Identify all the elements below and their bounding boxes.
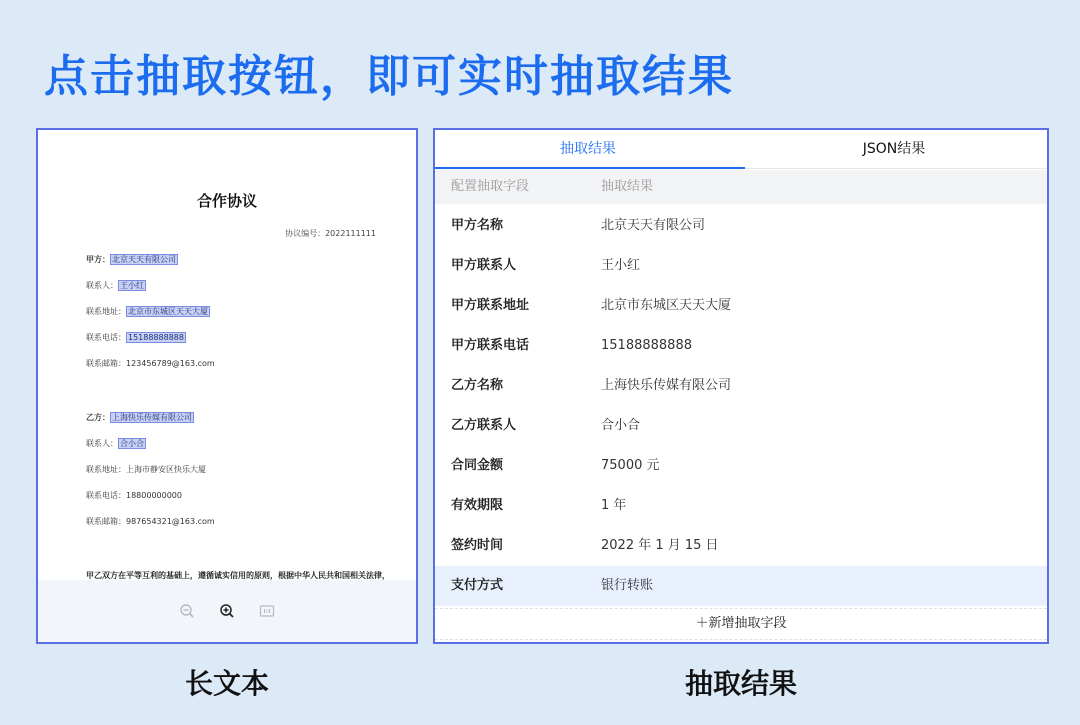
fit-page-icon[interactable] bbox=[258, 602, 276, 620]
result-row[interactable] bbox=[435, 206, 1047, 246]
highlighted-value: 北京市东城区天天大厦 bbox=[128, 307, 208, 316]
document-line bbox=[86, 516, 215, 527]
add-field-button[interactable]: ＋新增抽取字段 bbox=[435, 608, 1047, 640]
result-field-name: 有效期限 bbox=[451, 498, 504, 513]
result-field-value: 银行转账 bbox=[601, 578, 654, 593]
document-line bbox=[86, 332, 186, 343]
document-page bbox=[38, 130, 416, 582]
document-preview-panel bbox=[36, 128, 418, 644]
document-line-value: 987654321@163.com bbox=[126, 517, 215, 526]
result-row[interactable] bbox=[435, 286, 1047, 326]
highlighted-value: 北京天天有限公司 bbox=[112, 255, 176, 264]
tab-extract-result[interactable]: 抽取结果 bbox=[560, 141, 616, 157]
document-line bbox=[86, 412, 194, 423]
highlighted-value: 15188888888 bbox=[128, 333, 184, 342]
header-field: 配置抽取字段 bbox=[451, 179, 530, 194]
document-line bbox=[86, 306, 210, 317]
caption-extraction-result: 抽取结果 bbox=[684, 667, 797, 700]
result-row[interactable] bbox=[435, 566, 1047, 606]
document-line bbox=[86, 358, 215, 369]
document-line bbox=[86, 464, 206, 475]
result-field-value: 2022 年 1 月 15 日 bbox=[601, 538, 719, 553]
extraction-result-panel bbox=[433, 128, 1049, 644]
result-row[interactable] bbox=[435, 406, 1047, 446]
document-line-label: 联系地址： bbox=[86, 465, 126, 474]
result-field-name: 合同金额 bbox=[451, 458, 504, 473]
zoom-in-icon[interactable] bbox=[218, 602, 236, 620]
document-line-label: 联系邮箱： bbox=[86, 517, 126, 526]
result-field-name: 支付方式 bbox=[451, 578, 504, 593]
document-line bbox=[86, 490, 182, 501]
result-field-name: 甲方联系人 bbox=[451, 258, 517, 273]
result-field-name: 签约时间 bbox=[451, 538, 504, 553]
document-line-value: 123456789@163.com bbox=[126, 359, 215, 368]
tab-json-result[interactable]: JSON结果 bbox=[862, 141, 926, 157]
result-row[interactable] bbox=[435, 446, 1047, 486]
document-line-value: 上海市静安区快乐大厦 bbox=[126, 465, 206, 474]
document-line-label: 联系邮箱： bbox=[86, 359, 126, 368]
result-row[interactable] bbox=[435, 326, 1047, 366]
document-line-label: 联系电话： bbox=[86, 491, 126, 500]
document-line-label: 联系电话： bbox=[86, 333, 126, 342]
result-field-name: 甲方联系地址 bbox=[451, 298, 530, 313]
result-field-value: 上海快乐传媒有限公司 bbox=[601, 378, 732, 393]
result-field-value: 1 年 bbox=[601, 498, 627, 513]
header-result: 抽取结果 bbox=[601, 179, 654, 194]
result-field-value: 北京市东城区天天大厦 bbox=[601, 298, 732, 313]
document-paragraph: 甲乙双方在平等互利的基础上，遵循诚实信用的原则，根据中华人民共和国相关法律， bbox=[86, 571, 390, 580]
result-row[interactable] bbox=[435, 246, 1047, 286]
document-line-label: 乙方： bbox=[86, 413, 110, 422]
document-line-label: 联系人： bbox=[86, 439, 118, 448]
result-field-name: 乙方联系人 bbox=[451, 418, 517, 433]
document-number: 协议编号：2022111111 bbox=[285, 229, 376, 238]
document-line bbox=[86, 280, 146, 291]
highlighted-value: 王小红 bbox=[120, 281, 144, 290]
highlighted-value: 上海快乐传媒有限公司 bbox=[112, 413, 192, 422]
result-field-name: 乙方名称 bbox=[451, 378, 504, 393]
document-toolbar bbox=[38, 580, 416, 642]
document-line-label: 联系人： bbox=[86, 281, 118, 290]
highlighted-value: 合小合 bbox=[120, 439, 144, 448]
result-row[interactable] bbox=[435, 366, 1047, 406]
active-tab-indicator bbox=[435, 167, 745, 169]
document-line bbox=[86, 254, 178, 265]
document-line-value: 18800000000 bbox=[126, 491, 182, 500]
result-field-name: 甲方联系电话 bbox=[451, 338, 530, 353]
document-line bbox=[86, 438, 146, 449]
result-row[interactable] bbox=[435, 486, 1047, 526]
caption-long-text: 长文本 bbox=[184, 667, 269, 700]
result-table-header bbox=[435, 170, 1047, 204]
result-field-value: 王小红 bbox=[601, 258, 641, 273]
result-field-value: 北京天天有限公司 bbox=[601, 218, 706, 233]
result-field-name: 甲方名称 bbox=[451, 218, 504, 233]
zoom-out-icon[interactable] bbox=[178, 602, 196, 620]
result-field-value: 75000 元 bbox=[601, 458, 660, 473]
document-line-label: 甲方： bbox=[86, 255, 110, 264]
document-title: 合作协议 bbox=[196, 192, 257, 210]
result-tabs bbox=[435, 130, 1047, 169]
page-headline: 点击抽取按钮，即可实时抽取结果 bbox=[44, 51, 734, 102]
result-field-value: 合小合 bbox=[601, 418, 641, 433]
result-row[interactable] bbox=[435, 526, 1047, 566]
result-field-value: 15188888888 bbox=[601, 338, 692, 353]
document-line-label: 联系地址： bbox=[86, 307, 126, 316]
